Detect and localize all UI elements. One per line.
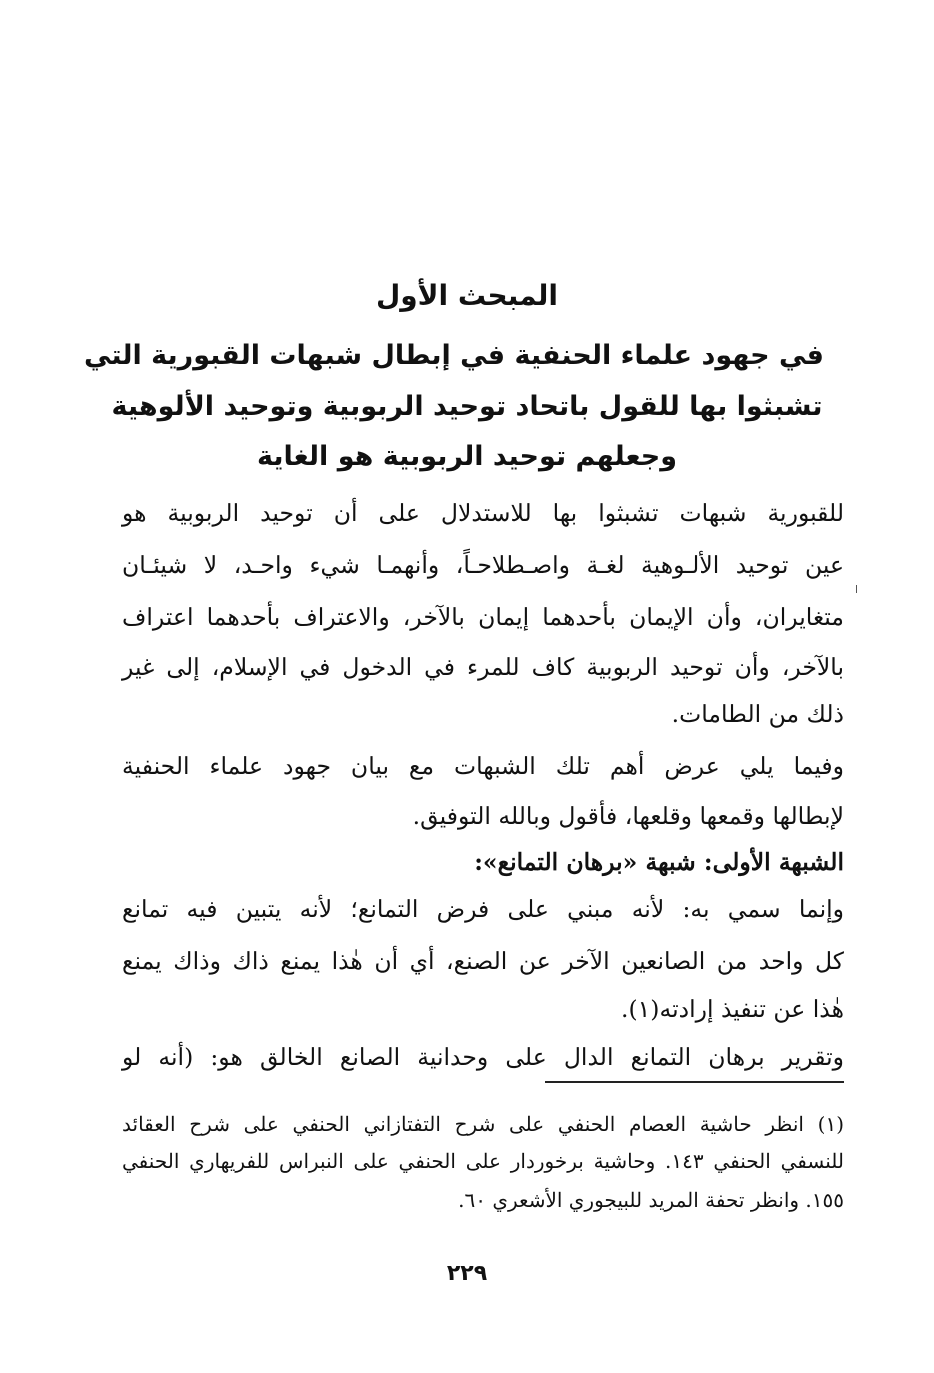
footnote-line: للنسفي الحنفي ١٤٣. وحاشية برخوردار على الحنفي على النبراس للفريهاري الحنفي (122, 1149, 844, 1173)
paragraph-2-line: وفيما يلي عرض أهم تلك الشبهات مع بيان جهود علماء الحنفية (122, 752, 844, 780)
paragraph-1-line: بالآخر، وأن توحيد الربوبية كاف للمرء في الدخول في الإسلام، إلى غير (122, 653, 844, 681)
paragraph-1-line: متغايران، وأن الإيمان بأحدهما إيمان بالآخر، والاعتراف بأحدهما اعتراف (122, 603, 844, 631)
page-number: ٢٢٩ (446, 1261, 488, 1286)
section-subheading: الشبهة الأولى: شبهة «برهان التمانع»: (474, 848, 844, 876)
paragraph-4-line: وتقرير برهان التمانع الدال على وحدانية الصانع الخالق هو: (أنه لو (122, 1043, 844, 1071)
paragraph-1-line: عين توحيد الألـوهية لغـة واصـطلاحـاً، وأنهمـا شيء واحـد، لا شيئـان (122, 551, 844, 579)
paragraph-3-line: وإنما سمي به: لأنه مبني على فرض التمانع؛ لأنه يتبين فيه تمانع (122, 895, 844, 923)
main-title-line: وجعلهم توحيد الربوبية هو الغاية (257, 441, 677, 472)
main-title-line: تشبثوا بها للقول باتحاد توحيد الربوبية وتوحيد الألوهية (111, 391, 823, 422)
paragraph-1-line: للقبورية شبهات تشبثوا بها للاستدلال على أن توحيد الربوبية هو (122, 499, 844, 527)
main-title-line: في جهود علماء الحنفية في إبطال شبهات القبورية التي (84, 340, 824, 371)
paragraph-2-line: لإبطالها وقمعها وقلعها، فأقول وبالله التوفيق. (412, 802, 844, 830)
chapter-title: المبحث الأول (375, 279, 559, 312)
margin-mark (856, 585, 857, 593)
paragraph-3-line: هٰذا عن تنفيذ إرادته(١). (621, 995, 844, 1023)
paragraph-1-line: ذلك من الطامات. (671, 700, 844, 728)
footnote-line: ١٥٥. وانظر تحفة المريد للبيجوري الأشعري ٦٠. (458, 1188, 844, 1212)
footnote-separator (545, 1081, 844, 1083)
paragraph-3-line: كل واحد من الصانعين الآخر عن الصنع، أي أن هٰذا يمنع ذاك وذاك يمنع (122, 947, 844, 975)
footnote-line: (١) انظر حاشية العصام الحنفي على شرح التفتازاني الحنفي على شرح العقائد (122, 1112, 844, 1136)
